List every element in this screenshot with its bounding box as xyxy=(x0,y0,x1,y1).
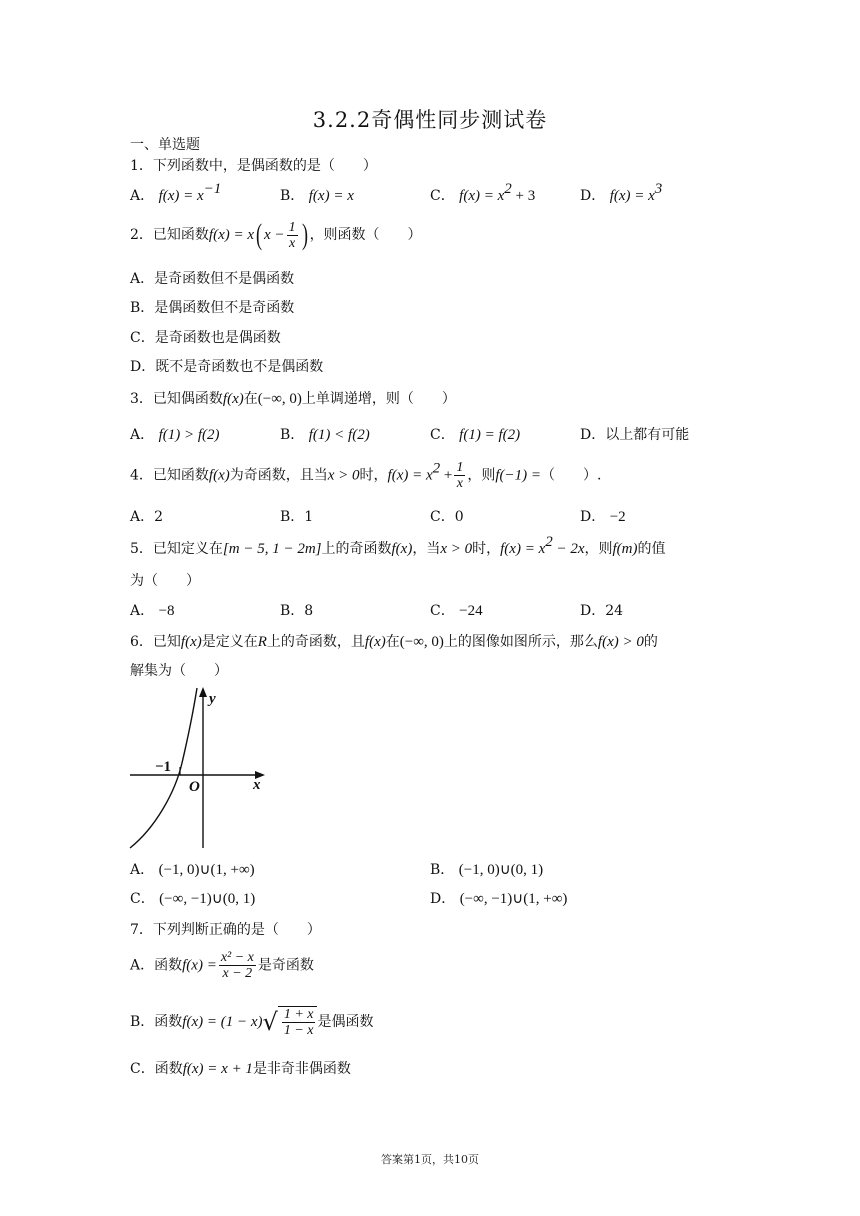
section-heading: 一、单选题 xyxy=(130,137,200,153)
page-footer: 答案第1页，共10页 xyxy=(381,1153,479,1166)
q7-option-a: A．函数f(x) = $\frac{\text{x² − x}}{x - 2}$ 是奇函数 xyxy=(130,950,314,981)
q6-option-d: D． (−∞, −1)∪(1, +∞) xyxy=(430,891,568,907)
question-6-stem: 6．已知f(x)是定义在R上的奇函数，且f(x)在(−∞, 0)上的图像如图所示，那么f(x) > 0的 xyxy=(130,634,658,650)
question-6-stem-line2: 解集为（ ） xyxy=(130,663,228,679)
function-graph xyxy=(125,683,275,853)
q6-option-c: C． (−∞, −1)∪(0, 1) xyxy=(130,891,256,907)
q5-option-d: D．24 xyxy=(580,603,624,619)
q5-option-a: A． −8 xyxy=(130,603,175,619)
q3-option-c: C． f(1) = f(2) xyxy=(430,427,521,443)
q2-option-d: D．既不是奇函数也不是偶函数 xyxy=(130,359,324,375)
q6-option-b: B． (−1, 0)∪(0, 1) xyxy=(430,862,544,878)
question-5-stem: 5．已知定义在[m − 5, 1 − 2m]上的奇函数f(x)，当x > 0时，$f(x) = x^2 - 2x$，则f(m)的值 xyxy=(130,534,666,557)
q3-option-a: A． f(1) > f(2) xyxy=(130,427,220,443)
question-1-stem: 1．下列函数中，是偶函数的是（ ） xyxy=(130,158,377,174)
q4-option-c: C．0 xyxy=(430,509,464,525)
label-minus-one: −1 xyxy=(155,759,172,775)
q7-option-b: B．函数f(x) = (1 − x)√ $\frac{1 + x}{1 - x}$ 是偶函数 xyxy=(130,1007,374,1038)
q6-option-a: A． (−1, 0)∪(1, +∞) xyxy=(130,862,255,878)
q2-option-a: A．是奇函数但不是偶函数 xyxy=(130,271,295,287)
q4-option-d: D． −2 xyxy=(580,509,626,525)
q3-option-d: D．以上都有可能 xyxy=(580,427,690,443)
q7-option-c: C．函数f(x) = x + 1是非奇非偶函数 xyxy=(130,1061,351,1077)
origin-label: O xyxy=(189,779,200,795)
q1-option-d: D． $f(x) = x^3$ xyxy=(580,181,663,204)
q3-option-b: B． f(1) < f(2) xyxy=(280,427,370,443)
question-7-stem: 7．下列判断正确的是（ ） xyxy=(130,922,321,938)
question-4-stem: 4．已知函数f(x)为奇函数，且当x > 0时，$f(x) = x^2$ + $\frac{1}{x}$ ，则f(−1) =（ ）. xyxy=(130,460,602,491)
question-3-stem: 3．已知偶函数f(x)在(−∞, 0)上单调递增，则（ ） xyxy=(130,391,456,407)
q1-option-b: B． f(x) = x xyxy=(280,188,354,204)
page-title: 3.2.2奇偶性同步测试卷 xyxy=(312,108,548,132)
q1-option-c: C． $f(x) = x^2 + 3$ xyxy=(430,181,536,204)
q2-option-c: C．是奇函数也是偶函数 xyxy=(130,330,281,346)
y-axis-label: y xyxy=(209,691,216,707)
q5-option-b: B．8 xyxy=(280,603,314,619)
y-axis-arrow-icon xyxy=(199,687,207,697)
q4-option-a: A．2 xyxy=(130,509,164,525)
x-axis-label: x xyxy=(253,777,261,793)
question-2-stem: 2．已知函数f(x) = x( x − $\frac{1}{x}$ ) ，则函数（ ） xyxy=(130,218,422,251)
q2-option-b: B．是偶函数但不是奇函数 xyxy=(130,300,295,316)
q1-option-a: A． $f(x) = x^{-1}$ xyxy=(130,181,222,204)
q5-option-c: C． −24 xyxy=(430,603,483,619)
q4-option-b: B．1 xyxy=(280,509,314,525)
question-5-stem-line2: 为（ ） xyxy=(130,573,200,589)
